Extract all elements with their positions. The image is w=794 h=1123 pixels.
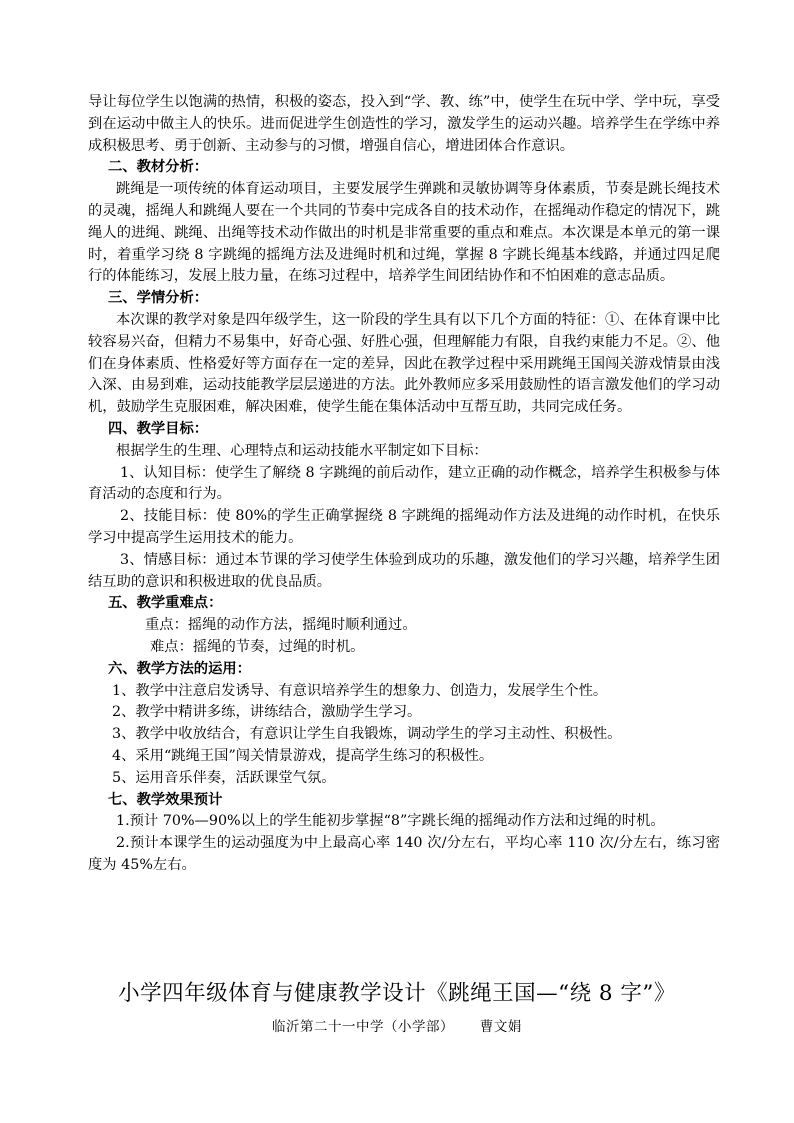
section-heading-teaching-methods: 六、教学方法的运用： (108, 660, 251, 677)
lesson-title: 小学四年级体育与健康教学设计《跳绳王国—“绕 8 字”》 (118, 981, 676, 1006)
textbook-analysis-paragraph: 跳绳是一项传统的体育运动项目，主要发展学生弹跳和灵敏协调等身体素质，节奏是跳长绳技术的灵魂，摇绳人和跳绳人要在一个共同的节奏中完成各自的技术动作，在摇绳动作稳定的情况下，跳绳人的进绳、跳绳、出绳等技术动作做出的时机是非常重要的重点和难点。本次课是本单元的第一课时，着重学习绕 8 字跳绳的摇绳方法及进绳时机和过绳，掌握 8 字跳长绳基本线路，并通过四足爬行的体能练习，发展上肢力量，在练习过程中，培养学生间团结协作和不怕困难的意志品质。 (88, 181, 720, 285)
goal-item-emotional: 3、情感目标：通过本节课的学习使学生体验到成功的乐趣，激发他们的学习兴趣，培养学生团结互助的意识和积极进取的优良品质。 (88, 551, 720, 590)
goal-item-cognitive: 1、认知目标：使学生了解绕 8 字跳绳的前后动作，建立正确的动作概念，培养学生积极参与体育活动的态度和行为。 (88, 464, 720, 503)
student-analysis-paragraph: 本次课的教学对象是四年级学生，这一阶段的学生具有以下几个方面的特征：①、在体育课中比较容易兴奋，但精力不易集中，好奇心强、好胜心强，但理解能力有限，自我约束能力不足。②、他们在身体素质、性格爱好等方面存在一定的差异，因此在教学过程中采用跳绳王国闯关游戏情景由浅入深、由易到难，运动技能教学层层递进的方法。此外教师应多采用鼓励性的语言激发他们的学习动机，鼓励学生克服困难，解决困难，使学生能在集体活动中互帮互助，共同完成任务。 (88, 311, 720, 416)
method-item: 2、教学中精讲多练，讲练结合，激励学生学习。 (112, 704, 422, 721)
teaching-goals-intro: 根据学生的生理、心理特点和运动技能水平制定如下目标： (116, 442, 488, 459)
effect-item: 1.预计 70%—90%以上的学生能初步掌握“8”字跳长绳的摇绳动作方法和过绳的时机。 (116, 813, 665, 830)
lesson-plan-body (88, 92, 720, 877)
section-heading-key-points: 五、教学重难点： (108, 595, 223, 612)
section-heading-expected-effect: 七、教学效果预计 (108, 791, 223, 808)
method-item: 5、运用音乐伴奏，活跃课堂气氛。 (112, 769, 336, 786)
method-item: 4、采用“跳绳王国”闯关情景游戏，提高学生练习的积极性。 (112, 747, 494, 764)
difficulty-text: 难点：摇绳的节奏，过绳的时机。 (150, 638, 365, 655)
author-line: 临沂第二十一中学（小学部） 曹文娟 (272, 1019, 522, 1035)
key-point-text: 重点：摇绳的动作方法，摇绳时顺利通过。 (145, 617, 417, 634)
goal-item-skill: 2、技能目标：使 80%的学生正确掌握绕 8 字跳绳的摇绳动作方法及进绳的动作时机，在快乐学习中提高学生运用技术的能力。 (88, 508, 720, 546)
section-heading-textbook-analysis: 二、教材分析： (108, 159, 209, 176)
method-item: 3、教学中收放结合，有意识让学生自我锻炼，调动学生的学习主动性、积极性。 (112, 726, 622, 743)
intro-paragraph: 导让每位学生以饱满的热情，积极的姿态，投入到“学、教、练”中，使学生在玩中学、学中玩，享受到在运动中做主人的快乐。进而促进学生创造性的学习，激发学生的运动兴趣。培养学生在学练中养成积极思考、勇于创新、主动参与的习惯，增强自信心，增进团体合作意识。 (88, 94, 720, 154)
method-item: 1、教学中注意启发诱导、有意识培养学生的想象力、创造力，发展学生个性。 (112, 682, 608, 699)
section-heading-student-analysis: 三、学情分析： (108, 290, 209, 307)
effect-item: 2.预计本课学生的运动强度为中上最高心率 140 次/分左右，平均心率 110 次/分左右，练习密度为 45%左右。 (88, 835, 720, 873)
section-heading-teaching-goals: 四、教学目标： (108, 420, 209, 437)
